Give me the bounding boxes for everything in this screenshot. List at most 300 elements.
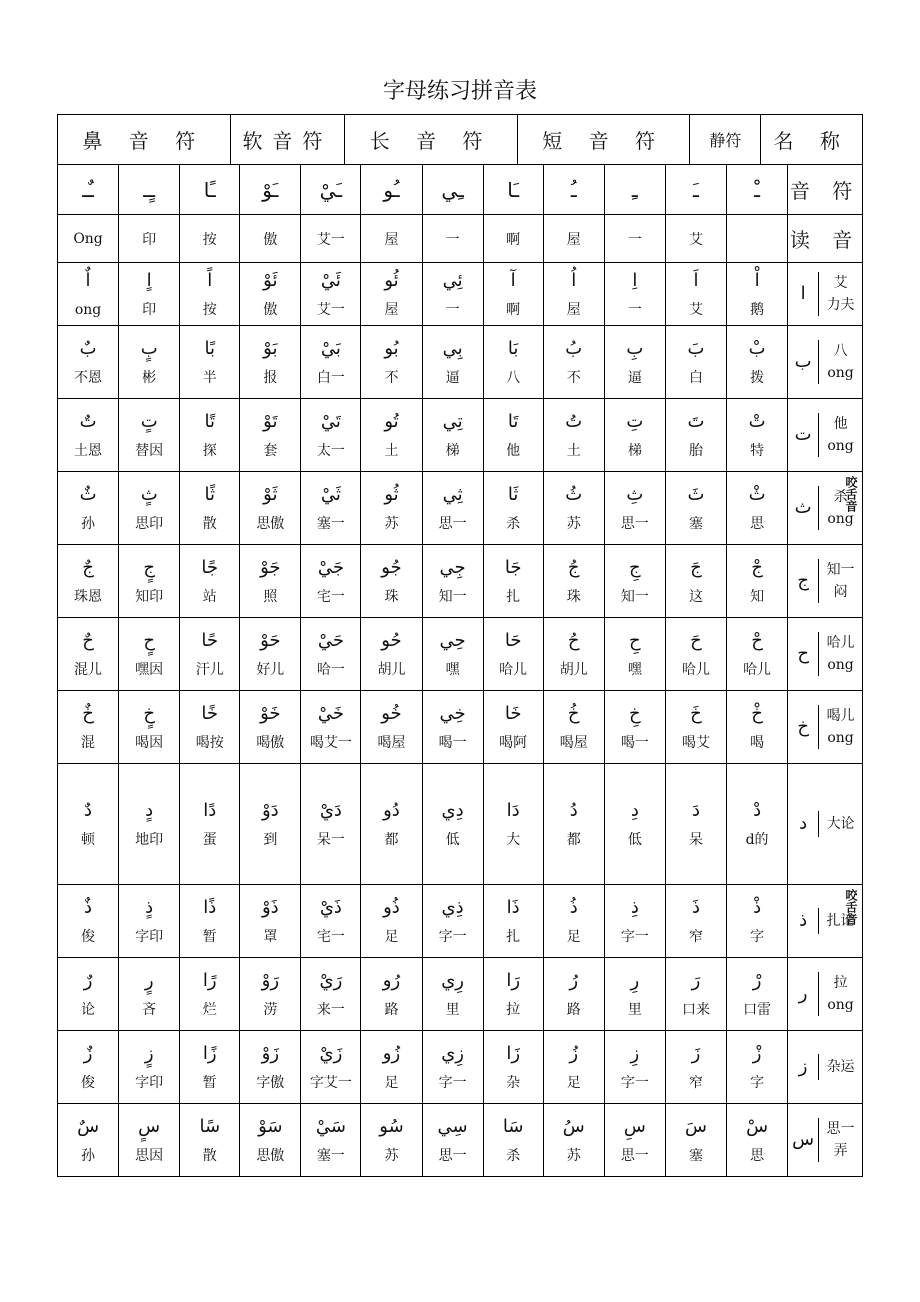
letter-name: 思一 弄	[826, 1120, 855, 1159]
arabic-syllable: سَ	[684, 1115, 707, 1137]
pronunciation: 喝因	[135, 734, 164, 751]
syllable-cell	[422, 1104, 483, 1177]
pronunciation: 嘿	[627, 661, 642, 678]
pronunciation: 拨	[750, 369, 765, 386]
pronunciation: 思傲	[256, 515, 285, 532]
syllable	[727, 798, 787, 851]
pronunciation: 这	[688, 588, 703, 605]
syllable-cell	[665, 691, 726, 764]
arabic-syllable: بًا	[204, 337, 215, 359]
symbol-cell	[58, 165, 119, 215]
syllable-cell	[58, 263, 119, 326]
symbol-cell	[119, 165, 180, 215]
arabic-syllable: ئُو	[384, 269, 399, 291]
arabic-syllable: رَا	[506, 969, 521, 991]
syllable-cell	[361, 399, 422, 472]
syllable	[240, 555, 300, 608]
pronunciation: 顿	[81, 831, 96, 848]
syllable	[58, 268, 118, 321]
vowel-mark: ـًا	[203, 177, 216, 202]
syllable	[361, 409, 421, 462]
arabic-syllable: حٌ	[82, 629, 94, 651]
arabic-syllable: سِي	[437, 1115, 468, 1137]
syllable-cell	[240, 691, 301, 764]
letter-name: 杂运	[826, 1058, 855, 1075]
syllable-cell	[543, 1104, 604, 1177]
letter-name-cell	[788, 618, 863, 691]
arabic-syllable: زُ	[569, 1042, 579, 1064]
syllable-cell	[604, 263, 665, 326]
syllable	[180, 968, 239, 1021]
syllable-cell	[240, 472, 301, 545]
syllable	[484, 701, 543, 754]
pronunciation: 口来	[681, 1001, 710, 1018]
pronunciation: 字一	[438, 1074, 467, 1091]
arabic-syllable: زُو	[382, 1042, 401, 1064]
pronunciation: 知一	[620, 588, 649, 605]
pronunciation: 暂	[202, 1074, 217, 1091]
arabic-syllable: تَ	[687, 410, 705, 432]
syllable-cell	[361, 618, 422, 691]
syllable-cell	[483, 399, 543, 472]
arabic-syllable: جٌ	[82, 556, 94, 578]
letter-name: 杀 ong	[827, 488, 854, 527]
syllable-cell	[301, 263, 361, 326]
arabic-letter: س	[788, 1118, 819, 1163]
symbols-row	[58, 165, 863, 215]
syllable	[423, 968, 483, 1021]
pronunciation: 逼	[445, 369, 460, 386]
syllable	[544, 482, 604, 535]
arabic-syllable: حًا	[201, 629, 219, 651]
syllable	[423, 336, 483, 389]
arabic-syllable: زِ	[630, 1042, 640, 1064]
pronunciation: 都	[566, 831, 581, 848]
syllable-cell	[180, 399, 240, 472]
pronunciation: 思傲	[256, 1147, 285, 1164]
syllable-cell	[543, 764, 604, 885]
pronunciation: 梯	[627, 442, 642, 459]
arabic-syllable: بَيْ	[320, 337, 341, 359]
pronunciation: 喝一	[620, 734, 649, 751]
pronunciation: 啊	[506, 301, 521, 318]
syllable	[666, 798, 726, 851]
syllable	[180, 336, 239, 389]
arabic-syllable: تُو	[384, 410, 399, 432]
syllable	[240, 1114, 300, 1167]
syllable-cell	[604, 399, 665, 472]
syllable-cell	[422, 1031, 483, 1104]
syllable	[240, 1041, 300, 1094]
arabic-syllable: اُ	[571, 269, 577, 291]
arabic-syllable: زَ	[691, 1042, 701, 1064]
syllable-cell	[483, 691, 543, 764]
arabic-syllable: جُ	[567, 556, 580, 578]
arabic-syllable: حَا	[504, 629, 522, 651]
letter-row	[58, 618, 863, 691]
letter-name-box	[788, 340, 862, 385]
letter-row	[58, 1031, 863, 1104]
syllable	[240, 482, 300, 535]
reading-cell: 一	[422, 215, 483, 263]
syllable-cell	[58, 545, 119, 618]
header-short: 短 音 符	[518, 115, 691, 164]
arabic-syllable: ذٌ	[84, 896, 93, 918]
syllable	[58, 968, 118, 1021]
syllable-cell	[543, 958, 604, 1031]
pronunciation: 论	[81, 1001, 96, 1018]
syllable	[605, 798, 665, 851]
arabic-syllable: سٌ	[77, 1115, 100, 1137]
syllable-cell	[422, 885, 483, 958]
syllable	[180, 701, 239, 754]
syllable	[301, 409, 360, 462]
syllable-cell	[727, 1031, 788, 1104]
syllable-cell	[604, 618, 665, 691]
pronunciation: 嘿因	[135, 661, 164, 678]
arabic-syllable: تَيْ	[320, 410, 341, 432]
arabic-syllable: دَوْ	[261, 799, 279, 821]
syllable	[180, 409, 239, 462]
syllable	[58, 482, 118, 535]
symbols-label: 音 符	[788, 165, 863, 215]
pronunciation: 哈儿	[743, 661, 772, 678]
arabic-syllable: ذُو	[383, 896, 400, 918]
arabic-letter: ح	[788, 632, 819, 677]
pronunciation: 探	[202, 442, 217, 459]
syllable-cell	[422, 958, 483, 1031]
syllable	[301, 268, 360, 321]
syllable-cell	[422, 691, 483, 764]
syllable	[119, 482, 179, 535]
arabic-syllable: حِي	[439, 629, 466, 651]
syllable-cell	[483, 958, 543, 1031]
syllable-cell	[665, 545, 726, 618]
syllable-cell	[604, 958, 665, 1031]
syllable-cell	[361, 764, 422, 885]
syllable	[180, 798, 239, 851]
syllable-cell	[240, 263, 301, 326]
pronunciation: 混	[81, 734, 96, 751]
pronunciation: 不	[384, 369, 399, 386]
pronunciation: 八	[506, 369, 521, 386]
pronunciation: 塞一	[316, 515, 345, 532]
header-name: 名 称	[773, 129, 850, 153]
pronunciation: 苏	[384, 1147, 399, 1164]
arabic-syllable: خْ	[751, 702, 763, 724]
arabic-syllable: بَوْ	[263, 337, 278, 359]
arabic-syllable: زْ	[752, 1042, 762, 1064]
arabic-syllable: خِ	[629, 702, 641, 724]
syllable	[423, 482, 483, 535]
arabic-syllable: زَيْ	[319, 1042, 343, 1064]
arabic-syllable: اٌ	[85, 269, 91, 291]
syllable	[605, 555, 665, 608]
syllable	[361, 336, 421, 389]
syllable-cell	[727, 263, 788, 326]
pronunciation: 鹅	[750, 301, 765, 318]
arabic-syllable: ثٍ	[140, 483, 158, 505]
syllable	[361, 268, 421, 321]
arabic-syllable: سًا	[199, 1115, 221, 1137]
pronunciation: 俊	[81, 928, 96, 945]
syllable	[484, 482, 543, 535]
pronunciation: 胡儿	[559, 661, 588, 678]
pronunciation: 好儿	[256, 661, 285, 678]
arabic-syllable: سِ	[623, 1115, 646, 1137]
syllable-cell	[119, 764, 180, 885]
arabic-syllable: جْ	[751, 556, 763, 578]
syllable	[301, 968, 360, 1021]
arabic-letter: ب	[788, 340, 819, 385]
arabic-syllable: اً	[207, 269, 213, 291]
arabic-syllable: ثٌ	[79, 483, 97, 505]
syllable	[58, 701, 118, 754]
letter-name: 他 ong	[827, 415, 854, 454]
arabic-syllable: حَوْ	[260, 629, 281, 651]
syllable-cell	[665, 263, 726, 326]
syllable	[544, 895, 604, 948]
letter-name: 哈儿 ong	[826, 634, 855, 673]
arabic-syllable: ثُو	[384, 483, 399, 505]
arabic-syllable: رٌ	[83, 969, 93, 991]
arabic-syllable: زٍ	[144, 1042, 154, 1064]
syllable-cell	[119, 326, 180, 399]
syllable-cell	[119, 1104, 180, 1177]
arabic-syllable: زَا	[506, 1042, 521, 1064]
syllable	[180, 628, 239, 681]
syllable-cell	[665, 399, 726, 472]
syllable-cell	[483, 1031, 543, 1104]
header-soft: 软音符	[231, 115, 346, 164]
syllable	[727, 268, 787, 321]
pronunciation: 逼	[627, 369, 642, 386]
pronunciation: 珠	[384, 588, 399, 605]
pronunciation: 苏	[566, 515, 581, 532]
letter-name: 大论	[826, 815, 855, 832]
pronunciation: 嘿	[445, 661, 460, 678]
pronunciation: 杀	[506, 515, 521, 532]
syllable-cell	[240, 618, 301, 691]
syllable	[423, 895, 483, 948]
letter-row	[58, 263, 863, 326]
syllable	[605, 482, 665, 535]
syllable-cell	[361, 545, 422, 618]
pronunciation: 塞一	[316, 1147, 345, 1164]
pronunciation: 足	[384, 928, 399, 945]
pronunciation: 屋	[566, 301, 581, 318]
syllable-cell	[604, 885, 665, 958]
syllable	[180, 555, 239, 608]
vowel-mark: ـٍـ	[143, 177, 156, 202]
letter-name-box	[788, 272, 862, 317]
arabic-syllable: سُو	[379, 1115, 404, 1137]
letter-name-cell	[788, 545, 863, 618]
symbol-cell	[240, 165, 301, 215]
syllable	[423, 1114, 483, 1167]
reading-row	[58, 215, 863, 263]
arabic-syllable: رُو	[382, 969, 401, 991]
reading-cell: 按	[180, 215, 240, 263]
arabic-syllable: سَا	[502, 1115, 524, 1137]
letter-name: 扎论	[826, 912, 855, 929]
syllable-cell	[58, 764, 119, 885]
pronunciation: 足	[566, 1074, 581, 1091]
pronunciation: 喝阿	[499, 734, 528, 751]
pronunciation: 不	[566, 369, 581, 386]
syllable	[240, 968, 300, 1021]
syllable-cell	[301, 1031, 361, 1104]
pronunciation: 思	[750, 515, 765, 532]
syllable	[544, 268, 604, 321]
syllable-cell	[727, 885, 788, 958]
arabic-syllable: سُ	[562, 1115, 585, 1137]
letter-name-box	[788, 413, 862, 458]
syllable-cell	[361, 326, 422, 399]
arabic-syllable: ئَيْ	[320, 269, 341, 291]
syllable-cell	[543, 885, 604, 958]
syllable-cell	[727, 958, 788, 1031]
arabic-syllable: رِي	[441, 969, 464, 991]
vowel-mark: ـٌـ	[82, 177, 94, 202]
syllable-cell	[58, 1104, 119, 1177]
syllable	[666, 895, 726, 948]
syllable-cell	[180, 545, 240, 618]
syllable-cell	[665, 885, 726, 958]
syllable-cell	[665, 1031, 726, 1104]
syllable-cell	[483, 263, 543, 326]
syllable-cell	[665, 472, 726, 545]
arabic-syllable: جًا	[201, 556, 219, 578]
pronunciation: 喝屋	[559, 734, 588, 751]
pronunciation: 路	[566, 1001, 581, 1018]
pronunciation: 艾	[688, 301, 703, 318]
syllable-cell	[422, 764, 483, 885]
syllable-cell	[180, 958, 240, 1031]
reading-cell: 印	[119, 215, 180, 263]
letter-name-cell	[788, 399, 863, 472]
syllable	[119, 555, 179, 608]
syllable-cell	[361, 472, 422, 545]
arabic-syllable: جَا	[504, 556, 522, 578]
syllable-cell	[119, 691, 180, 764]
pronunciation-note: 咬舌音	[844, 476, 858, 512]
syllable-cell	[361, 691, 422, 764]
pronunciation: 喝艾一	[309, 734, 352, 751]
symbol-cell	[301, 165, 361, 215]
letter-name-box	[788, 705, 862, 750]
syllable	[361, 482, 421, 535]
syllable	[361, 1114, 421, 1167]
syllable	[361, 895, 421, 948]
arabic-syllable: دًا	[203, 799, 217, 821]
syllable-cell	[58, 958, 119, 1031]
arabic-syllable: تٌ	[79, 410, 97, 432]
pronunciation: 宅一	[316, 928, 345, 945]
pronunciation: 呆	[688, 831, 703, 848]
syllable-cell	[727, 399, 788, 472]
syllable	[58, 1114, 118, 1167]
arabic-syllable: اَ	[693, 269, 699, 291]
vowel-mark: ـُو	[383, 177, 400, 202]
syllable-cell	[543, 691, 604, 764]
pronunciation: 孙	[81, 515, 96, 532]
arabic-syllable: جَ	[690, 556, 702, 578]
arabic-syllable: تًا	[204, 410, 215, 432]
arabic-syllable: بَ	[687, 337, 705, 359]
syllable-cell	[180, 885, 240, 958]
pronunciation: 呆一	[316, 831, 345, 848]
syllable	[119, 798, 179, 851]
pronunciation: 字一	[620, 928, 649, 945]
pronunciation: 土恩	[74, 442, 103, 459]
syllable	[666, 628, 726, 681]
letter-row	[58, 885, 863, 958]
syllable-cell	[422, 326, 483, 399]
arabic-syllable: سَوْ	[258, 1115, 283, 1137]
letter-name-box	[788, 972, 862, 1017]
arabic-syllable: خُو	[381, 702, 402, 724]
pronunciation: 字一	[438, 928, 467, 945]
syllable	[544, 555, 604, 608]
pronunciation: 喝一	[438, 734, 467, 751]
syllable-cell	[483, 472, 543, 545]
syllable	[301, 895, 360, 948]
pronunciation: 杀	[506, 1147, 521, 1164]
pronunciation: 梯	[445, 442, 460, 459]
arabic-syllable: ذِ	[630, 896, 639, 918]
pronunciation: 拉	[506, 1001, 521, 1018]
arabic-syllable: رِ	[630, 969, 640, 991]
pronunciation: 到	[263, 831, 278, 848]
syllable-cell	[240, 958, 301, 1031]
arabic-syllable: ثَوْ	[263, 483, 278, 505]
arabic-syllable: رْ	[752, 969, 762, 991]
syllable	[58, 409, 118, 462]
symbol-cell	[483, 165, 543, 215]
letter-name-box	[788, 559, 862, 604]
arabic-syllable: تُ	[565, 410, 583, 432]
pronunciation: 报	[263, 369, 278, 386]
arabic-letter: ج	[788, 559, 819, 604]
syllable-cell	[119, 472, 180, 545]
syllable	[666, 268, 726, 321]
arabic-syllable: دٌ	[84, 799, 93, 821]
arabic-letter: ث	[788, 486, 819, 531]
pronunciation: 扎	[506, 928, 521, 945]
arabic-letter: ر	[788, 972, 819, 1017]
pronunciation: 知一	[438, 588, 467, 605]
pronunciation: 照	[263, 588, 278, 605]
arabic-syllable: اٍ	[146, 269, 152, 291]
syllable	[544, 798, 604, 851]
pronunciation: 宅一	[316, 588, 345, 605]
pronunciation: 白	[688, 369, 703, 386]
syllable-cell	[240, 1031, 301, 1104]
arabic-letter: ت	[788, 413, 819, 458]
pronunciation: 苏	[566, 1147, 581, 1164]
arabic-syllable: جُو	[381, 556, 402, 578]
syllable-cell	[604, 472, 665, 545]
arabic-syllable: بَا	[507, 337, 519, 359]
syllable-cell	[361, 958, 422, 1031]
arabic-letter: د	[788, 811, 819, 836]
syllable	[605, 701, 665, 754]
reading-cell: 一	[604, 215, 665, 263]
reading-cell: 屋	[543, 215, 604, 263]
arabic-syllable: ذَوْ	[261, 896, 279, 918]
letter-row	[58, 764, 863, 885]
